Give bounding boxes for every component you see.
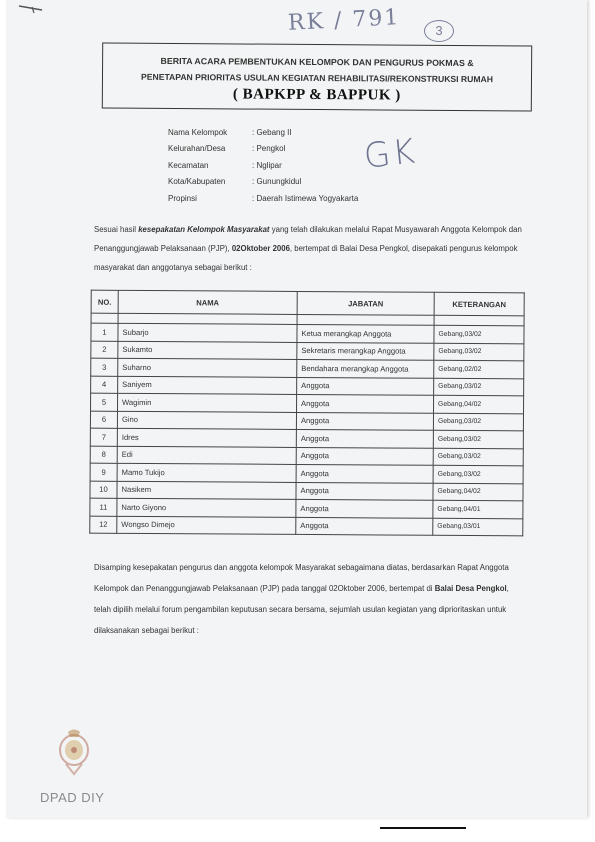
handwritten-archive-code: RK / 791 — [287, 5, 401, 36]
table-row: 4 Saniyem Anggota Gebang,03/02 — [91, 376, 524, 396]
info-value: : Pengkol — [252, 144, 286, 154]
handwritten-group-code: GK — [362, 131, 419, 177]
emblem-watermark-icon — [54, 728, 94, 778]
header-jabatan: JABATAN — [297, 291, 434, 315]
table-row: 2 Sukamto Sekretaris merangkap Anggota Gebang,03/02 — [91, 341, 524, 361]
pen-mark — [18, 4, 44, 14]
info-value: : Nglipar — [252, 160, 282, 170]
closing-emphasis: Balai Desa Pengkol — [434, 584, 507, 593]
header-keterangan: KETERANGAN — [434, 292, 524, 316]
handwritten-circled-number: 3 — [424, 20, 454, 42]
table-row: 7 Idres Anggota Gebang,03/02 — [90, 428, 523, 448]
archive-watermark-label: DPAD DIY — [40, 790, 105, 805]
table-header-row — [91, 290, 524, 316]
bottom-rule — [380, 827, 466, 829]
info-label: Propinsi — [168, 193, 197, 203]
info-value: : Daerah Istimewa Yogyakarta — [252, 193, 359, 203]
title-line-1: BERITA ACARA PEMBENTUKAN KELOMPOK DAN PENGURUS POKMAS & — [160, 55, 474, 69]
header-nama: NAMA — [118, 290, 297, 314]
closing-paragraph — [94, 557, 526, 641]
members-table — [89, 290, 524, 537]
document-page — [6, 0, 587, 818]
info-row — [168, 157, 358, 174]
table-row: 5 Wagimin Anggota Gebang,04/02 — [91, 393, 524, 413]
info-label: Nama Kelompok — [168, 127, 228, 137]
table-row: 12 Wongso Dimejo Anggota Gebang,03/01 — [90, 516, 523, 536]
title-box — [102, 42, 532, 111]
info-value: : Gebang II — [252, 127, 292, 137]
table-row: 11 Narto Giyono Anggota Gebang,04/01 — [90, 498, 523, 518]
info-row — [168, 174, 358, 191]
intro-paragraph — [94, 220, 524, 277]
intro-text: yang telah dilakukan melalui Rapat Musyawarah Anggota Kelompok dan Penanggungjawab Pelaksanaan (PJP), — [94, 225, 522, 253]
table-row: 10 Nasikem Anggota Gebang,04/02 — [90, 481, 523, 501]
intro-date: 02Oktober 2006 — [231, 244, 290, 253]
info-label: Kota/Kabupaten — [168, 177, 226, 187]
table-row: 9 Mamo Tukijo Anggota Gebang,03/02 — [90, 463, 523, 483]
info-label: Kecamatan — [168, 160, 209, 170]
table-row: 6 Gino Anggota Gebang,03/02 — [90, 411, 523, 431]
intro-text: Sesuai hasil — [94, 225, 139, 234]
intro-text: , bertempat di Balai Desa Pengkol, disepakati pengurus kelompok masyarakat dan anggotanya sebagai berikut : — [94, 244, 518, 272]
table-row: 1 Subarjo Ketua merangkap Anggota Gebang,03/02 — [91, 323, 524, 343]
info-label: Kelurahan/Desa — [168, 144, 226, 154]
title-line-2: PENETAPAN PRIORITAS USULAN KEGIATAN REHABILITASI/REKONSTRUKSI RUMAH — [141, 71, 493, 85]
info-value: : Gunungkidul — [252, 177, 302, 187]
closing-text: Disamping kesepakatan pengurus dan anggota kelompok Masyarakat sebagaimana diatas, berdasarkan Rapat Anggota Kelompok dan Penanggungjawab Pelaksanaan (PJP) pada tanggal 02Oktober 2006, bertempat di — [94, 563, 509, 593]
info-row — [168, 124, 358, 141]
table-row: 3 Suharno Bendahara merangkap Anggota Gebang,02/02 — [91, 358, 524, 378]
group-info — [168, 124, 358, 207]
info-row — [168, 141, 358, 158]
intro-emphasis: kesepakatan Kelompok Masyarakat — [138, 225, 270, 234]
header-no: NO. — [91, 290, 118, 313]
title-line-3: ( BAPKPP & BAPPUK ) — [232, 86, 401, 104]
info-row — [168, 190, 358, 207]
table-row: 8 Edi Anggota Gebang,03/02 — [90, 446, 523, 466]
closing-text: , telah dipilih melalui forum pengambilan keputusan secara bersama, sejumlah usulan kegiatan yang diprioritaskan untuk dilaksanakan sebagai berikut : — [94, 584, 509, 635]
